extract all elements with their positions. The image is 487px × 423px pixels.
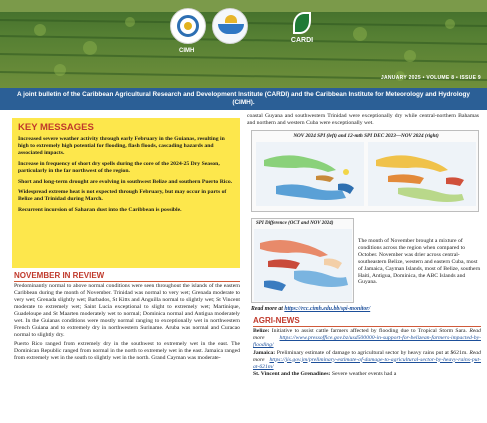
key-message-item: Recurrent incursion of Saharan dust into the Caribbean is possible.	[18, 207, 182, 214]
caribe-sun-icon	[225, 15, 237, 23]
agri-news-summary: Initiative to assist cattle farmers affected by flooding due to Tropical Storm Sara.	[269, 328, 470, 334]
key-messages-title: KEY MESSAGES	[18, 122, 94, 133]
cimh-sun-icon	[184, 22, 192, 30]
cardi-logo-caption: CARDI	[290, 37, 314, 44]
paragraph: Predominantly normal to above normal conditions were seen throughout the islands of the eastern Caribbean during the month of November. Trinidad was normal to very wet; Grenada moderate to very wet; Grenada slightly wet; Barbados, St Kitts and Anguilla normal to slightly wet; St Vincent moderate to extremely wet; Saint Lucia exceptional to slight to extremely wet; Martinique, Guadeloupe and St Maarten moderately wet to normal; Dominica normal and Antigua moderately wet. In the Guianas conditions were mostly normal ranging to exceptionally wet in northwestern French Guiana and to extremely dry in northwestern Suriname. Aruba was normal and Curacao normal to slightly dry.	[14, 283, 240, 338]
agri-news-item	[253, 371, 481, 378]
november-review-text	[14, 283, 240, 363]
agri-news-item	[253, 328, 481, 349]
cimh-logo	[170, 8, 206, 54]
cardi-leaf-icon	[293, 12, 311, 34]
agri-news-summary: Severe weather events had a	[330, 371, 397, 378]
spi-difference-figure	[251, 218, 354, 303]
read-more-label: Read more at	[251, 306, 285, 312]
spi-monitor-link[interactable]: https://rcc.cimh.edu.bb/spi-monitor/	[284, 306, 371, 312]
agri-news-country: Jamaica:	[253, 349, 276, 356]
agri-news-list	[253, 328, 481, 379]
caribe-cof-logo	[212, 8, 248, 44]
section-divider	[253, 326, 481, 327]
november-comparison-text: The month of November brought a mixture of conditions across the region when compared to October. November was drier across central-southeastern Belize, western and eastern Cuba, most of Jamaica, Cayman Islands, most of Belize, southern Haiti, Antigua, Dominica, the ABC Islands and Guyana.	[358, 238, 481, 286]
agri-news-country: Belize:	[253, 328, 270, 334]
nov-spi-map	[256, 142, 364, 206]
agri-news-item	[253, 350, 481, 371]
agri-news-read-more: Read more	[253, 349, 481, 363]
cardi-logo	[287, 8, 317, 48]
caribe-wave-icon	[218, 24, 244, 34]
paragraph: Puerto Rico ranged from extremely dry in the southwest to extremely wet in the east. The Dominican Republic ranged from normal in the north to extremely wet in the east. Jamaica ranged from extremely wet in the south to slightly wet in the north. Grand Cayman was moderate-	[14, 340, 240, 361]
cimh-logo-caption: CIMH	[179, 48, 195, 54]
key-message-item: Short and long-term drought are evolving in southwest Belize and southern Puerto Rico.	[18, 178, 233, 185]
spi-read-more	[251, 306, 370, 312]
key-message-item: Increased severe weather activity through early February in the Guianas, resulting in high to extremely high potential for flooding, flash floods, cascading hazards and associated impacts.	[18, 136, 225, 156]
spi-maps-figure	[251, 130, 479, 212]
section-divider	[14, 281, 240, 282]
key-message-item: Increase in frequency of short dry spells during the core of the 2024-25 Dry Season, particularly in the far northwest of the region.	[18, 160, 220, 174]
agri-news-country: St. Vincent and the Grenadines:	[253, 371, 331, 378]
agri-news-link[interactable]: https://www.pressoffice.gov.bz/usd500000-in-support-for-belizean-farmers-impacted-by-flooding/	[253, 334, 481, 348]
bulletin-subtitle: A joint bulletin of the Caribbean Agricultural Research and Development Institute (CARDI) and the Caribbean Institute for Meteorology and Hydrology (CIMH).	[17, 91, 470, 106]
agri-news-title: AGRI-NEWS	[253, 316, 300, 325]
twelve-month-spi-map	[368, 142, 476, 206]
spi-maps-caption: NOV 2024 SPI (left) and 12-mth SPI DEC 2023—NOV 2024 (right)	[293, 133, 439, 139]
key-message-item: Widespread extreme heat is not expected through February, but may occur in parts of Belize and Trinidad during March.	[18, 189, 227, 203]
spi-difference-map	[254, 229, 352, 301]
spi-difference-caption: SPI Difference (OCT and NOV 2024)	[256, 221, 334, 226]
agri-news-read-more: Read more	[253, 328, 481, 341]
header-banner	[0, 0, 487, 88]
november-review-title: NOVEMBER IN REVIEW	[14, 271, 105, 280]
key-messages-box	[12, 118, 240, 268]
agri-news-summary: Preliminary estimate of damage to agricultural sector by heavy rains put at $621m.	[275, 349, 470, 356]
agri-news-link[interactable]: https://jis.gov.jm/preliminary-estimate-of-damage-to-agricultural-sector-by-heavy-rains-put-at-621m/	[253, 356, 481, 370]
issue-date-line: JANUARY 2025 • VOLUME 8 • ISSUE 9	[380, 75, 481, 81]
subtitle-bar	[0, 88, 487, 110]
right-column-intro: coastal Guyana and southwestern Trinidad were exceptionally dry while central-northern Bahamas and northern and western Cuba were exceptionally wet.	[247, 113, 479, 126]
